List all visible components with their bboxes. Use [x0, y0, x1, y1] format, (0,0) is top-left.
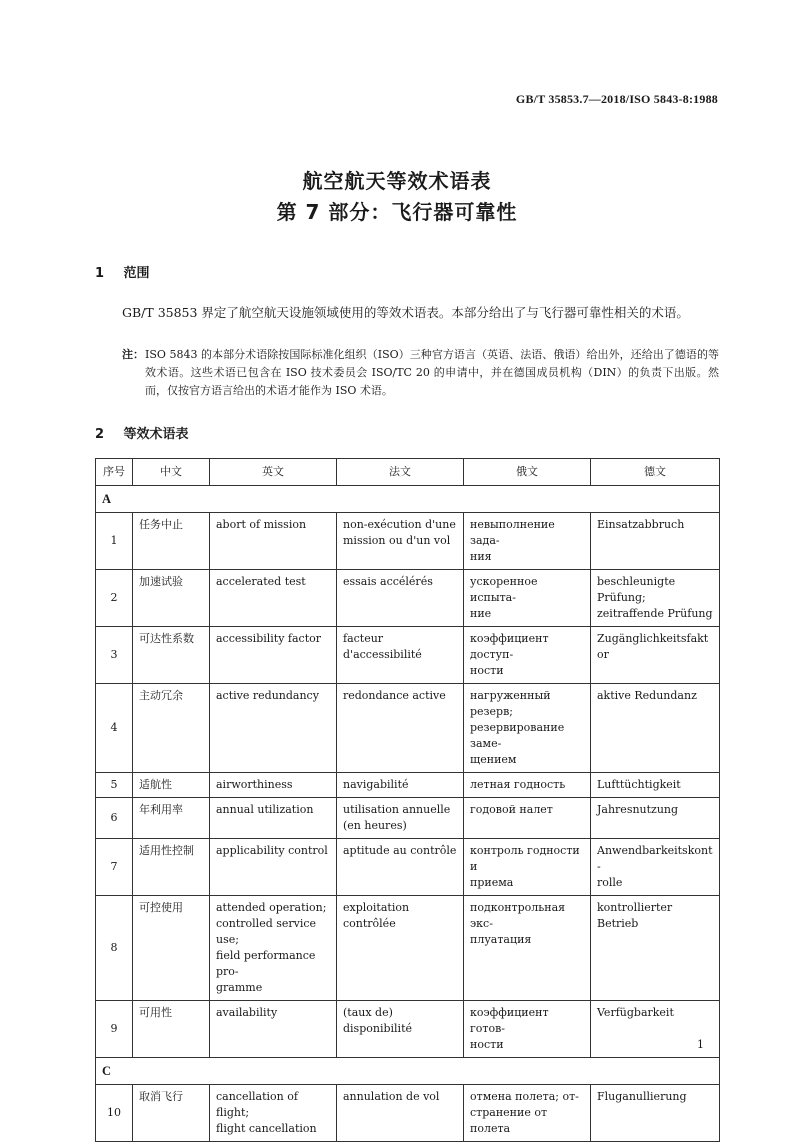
table-row [96, 684, 720, 773]
cell-french [337, 570, 464, 627]
cell-number: 7 [96, 839, 133, 896]
cell-russian-line: контроль годности и [470, 844, 580, 873]
cell-french [337, 513, 464, 570]
cell-russian-line: плуатация [470, 933, 532, 946]
cell-english-line: attended operation; [216, 901, 327, 914]
cell-french [337, 1001, 464, 1058]
table-header-row [96, 459, 720, 486]
cell-number: 2 [96, 570, 133, 627]
cell-german-line: rolle [597, 876, 623, 889]
cell-english-line: controlled service use; [216, 917, 317, 946]
cell-english-line: accessibility factor [216, 632, 322, 645]
cell-french-line: annulation de vol [343, 1090, 440, 1103]
cell-russian-line: ускоренное испыта- [470, 575, 538, 604]
cell-english-line: active redundancy [216, 689, 319, 702]
cell-french-line: exploitation contrôlée [343, 901, 410, 930]
cell-russian-line: нагруженный резерв; [470, 689, 551, 718]
cell-english-line: accelerated test [216, 575, 306, 588]
cell-english-line: cancellation of flight; [216, 1090, 298, 1119]
cell-number: 3 [96, 627, 133, 684]
cell-chinese: 适航性 [133, 773, 210, 798]
cell-german-line: aktive Redundanz [597, 689, 697, 702]
cell-french-line: essais accélérés [343, 575, 433, 588]
cell-german [591, 1085, 720, 1142]
cell-chinese: 适用性控制 [133, 839, 210, 896]
cell-english [210, 1085, 337, 1142]
table-row [96, 798, 720, 839]
cell-number: 4 [96, 684, 133, 773]
table-body [96, 486, 720, 1142]
document-subtitle: 第 7 部分：飞行器可靠性 [276, 200, 518, 224]
cell-german-line: Fluganullierung [597, 1090, 687, 1103]
scope-paragraph: GB/T 35853 界定了航空航天设施领域使用的等效术语表。本部分给出了与飞行器可靠性相关的术语。 [122, 305, 689, 320]
cell-english-line: airworthiness [216, 778, 293, 791]
cell-french [337, 627, 464, 684]
cell-russian-line: невыполнение зада- [470, 518, 555, 547]
cell-english [210, 627, 337, 684]
cell-chinese: 可控使用 [133, 896, 210, 1001]
cell-english [210, 773, 337, 798]
cell-english [210, 513, 337, 570]
section-title: 等效术语表 [123, 427, 189, 442]
cell-russian [464, 627, 591, 684]
cell-english-line: field performance pro- [216, 949, 316, 978]
cell-german-line: kontrollierter Betrieb [597, 901, 673, 930]
cell-french-line: utilisation annuelle (en heures) [343, 803, 451, 832]
cell-russian-line: ния [470, 550, 492, 563]
cell-german [591, 839, 720, 896]
table-row [96, 513, 720, 570]
note-label: 注： [122, 348, 144, 361]
table-row [96, 896, 720, 1001]
cell-german [591, 896, 720, 1001]
page-number: 1 [697, 1038, 704, 1051]
cell-number: 8 [96, 896, 133, 1001]
cell-french-line: redondance active [343, 689, 446, 702]
cell-chinese: 可用性 [133, 1001, 210, 1058]
header-cell: 序号 [96, 459, 133, 486]
section-title: 范围 [123, 266, 150, 281]
cell-english [210, 839, 337, 896]
cell-english [210, 570, 337, 627]
cell-russian-line: приема [470, 876, 514, 889]
table-row [96, 1085, 720, 1142]
cell-english-line: availability [216, 1006, 278, 1019]
section-number: 1 [95, 266, 105, 281]
cell-german-line: beschleunigte Prüfung; [597, 575, 676, 604]
cell-german [591, 570, 720, 627]
cell-chinese: 加速试验 [133, 570, 210, 627]
cell-russian [464, 513, 591, 570]
cell-russian [464, 839, 591, 896]
cell-chinese: 主动冗余 [133, 684, 210, 773]
header-cell: 法文 [337, 459, 464, 486]
cell-french [337, 839, 464, 896]
cell-chinese: 取消飞行 [133, 1085, 210, 1142]
cell-german [591, 627, 720, 684]
cell-english-line: abort of mission [216, 518, 307, 531]
table-row [96, 627, 720, 684]
cell-english-line: applicability control [216, 844, 328, 857]
cell-english [210, 896, 337, 1001]
cell-german-line: Zugänglichkeitsfaktor [597, 632, 709, 661]
letter-group-row [96, 1058, 720, 1085]
cell-number: 5 [96, 773, 133, 798]
header-cell: 俄文 [464, 459, 591, 486]
cell-russian-line: летная годность [470, 778, 566, 791]
note [122, 346, 719, 400]
cell-russian [464, 798, 591, 839]
cell-french-line: aptitude au contrôle [343, 844, 457, 857]
letter-group-label: C [96, 1058, 720, 1085]
header-cell: 德文 [591, 459, 720, 486]
section-number: 2 [95, 427, 105, 442]
note-text: ISO 5843 的本部分术语除按国际标准化组织（ISO）三种官方语言（英语、法语、俄语）给出外，还给出了德语的等效术语。这些术语已包含在 ISO 技术委员会 ISO/TC 20 的申请中，并在德国成员机构（DIN）的负责下出版。然而，仅按官方语言给出的术语才能作为 ISO 术语。 [145, 348, 719, 397]
table-row [96, 570, 720, 627]
header-cell: 英文 [210, 459, 337, 486]
section-2-heading [95, 423, 189, 442]
letter-group-row [96, 486, 720, 513]
cell-english-line: annual utilization [216, 803, 314, 816]
cell-english [210, 684, 337, 773]
cell-russian-line: ние [470, 607, 492, 620]
cell-german-line: Einsatzabbruch [597, 518, 685, 531]
cell-russian-line: подконтрольная экс- [470, 901, 566, 930]
cell-russian-line: ности [470, 664, 504, 677]
cell-russian-line: щением [470, 753, 517, 766]
table-row [96, 1001, 720, 1058]
cell-russian-line: резервирование заме- [470, 721, 565, 750]
cell-russian [464, 1001, 591, 1058]
cell-number: 6 [96, 798, 133, 839]
cell-russian-line: отмена полета; от- [470, 1090, 579, 1103]
header-cell: 中文 [133, 459, 210, 486]
cell-english-line: gramme [216, 981, 263, 994]
cell-french-line: facteur d'accessibilité [343, 632, 422, 661]
cell-french [337, 798, 464, 839]
cell-french-line: navigabilité [343, 778, 409, 791]
cell-german-line: Lufttüchtigkeit [597, 778, 681, 791]
cell-german-line: Anwendbarkeitskont- [597, 844, 713, 873]
cell-german [591, 773, 720, 798]
standard-code: GB/T 35853.7—2018/ISO 5843-8:1988 [515, 92, 718, 106]
cell-russian-line: годовой налет [470, 803, 553, 816]
cell-german-line: Verfügbarkeit [597, 1006, 674, 1019]
section-1-heading [95, 262, 150, 281]
cell-chinese: 年利用率 [133, 798, 210, 839]
cell-english [210, 1001, 337, 1058]
cell-french-line: (taux de) disponibilité [343, 1006, 412, 1035]
cell-french [337, 684, 464, 773]
terms-table [95, 458, 720, 1142]
cell-english-line: flight cancellation [216, 1122, 317, 1135]
cell-french-line: non-exécution d'une mission ou d'un vol [343, 518, 456, 547]
cell-chinese: 可达性系数 [133, 627, 210, 684]
cell-russian-line: коэффициент готов- [470, 1006, 549, 1035]
cell-russian [464, 570, 591, 627]
cell-german [591, 513, 720, 570]
cell-english [210, 798, 337, 839]
cell-number: 9 [96, 1001, 133, 1058]
cell-french [337, 896, 464, 1001]
cell-german [591, 684, 720, 773]
document-title: 航空航天等效术语表 [302, 169, 492, 193]
cell-german [591, 798, 720, 839]
cell-number: 1 [96, 513, 133, 570]
cell-russian-line: коэффициент доступ- [470, 632, 549, 661]
cell-russian [464, 684, 591, 773]
cell-french [337, 1085, 464, 1142]
cell-number: 10 [96, 1085, 133, 1142]
cell-chinese: 任务中止 [133, 513, 210, 570]
cell-russian [464, 896, 591, 1001]
table-row [96, 773, 720, 798]
letter-group-label: A [96, 486, 720, 513]
cell-russian [464, 773, 591, 798]
cell-russian-line: странение от полета [470, 1106, 548, 1135]
table-row [96, 839, 720, 896]
cell-german-line: Jahresnutzung [597, 803, 679, 816]
cell-french [337, 773, 464, 798]
cell-russian [464, 1085, 591, 1142]
cell-russian-line: ности [470, 1038, 504, 1051]
cell-german-line: zeitraffende Prüfung [597, 607, 713, 620]
